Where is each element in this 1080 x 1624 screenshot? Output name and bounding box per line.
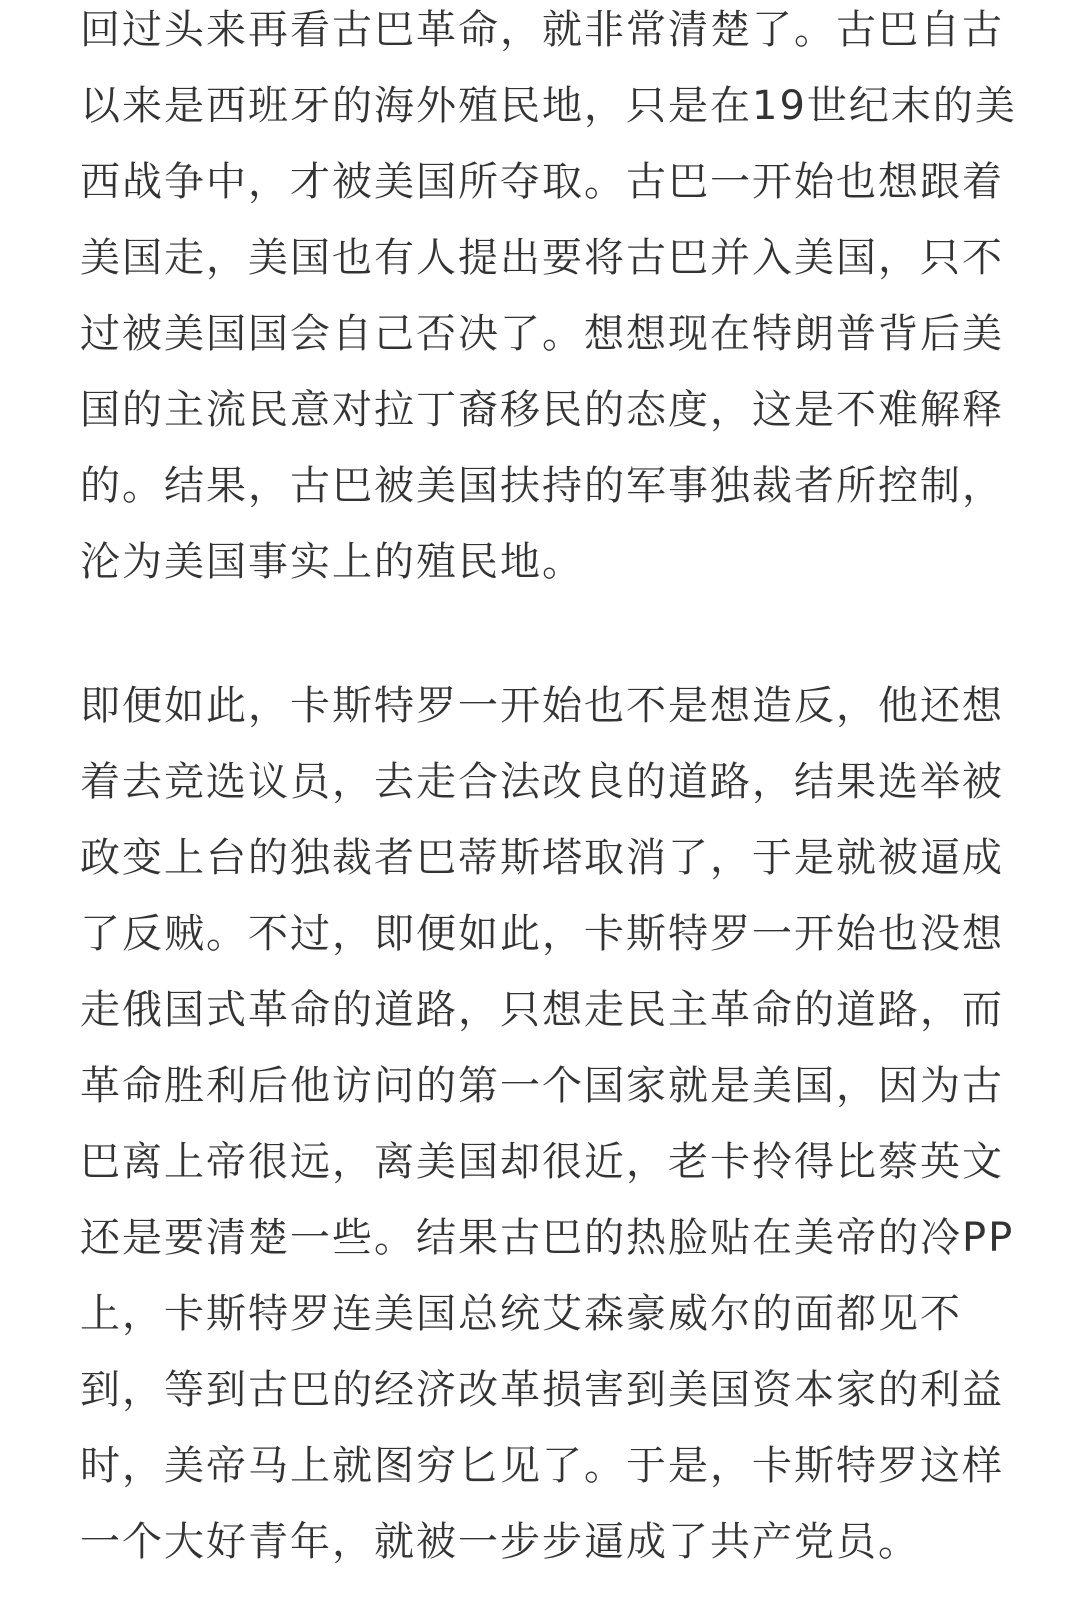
paragraph-1 <box>80 0 1017 600</box>
text-line: 以来是西班牙的海外殖民地，只是在19世纪末的美 <box>80 83 1017 129</box>
text-line: 美国走，美国也有人提出要将古巴并入美国，只不 <box>80 235 1004 281</box>
text-line: 一个大好青年，就被一步步逼成了共产党员。 <box>80 1519 920 1565</box>
paragraph-2 <box>80 668 1015 1580</box>
text-line: 政变上台的独裁者巴蒂斯塔取消了，于是就被逼成 <box>80 835 1004 881</box>
text-line: 走俄国式革命的道路，只想走民主革命的道路，而 <box>80 987 1004 1033</box>
text-line: 到，等到古巴的经济改革损害到美国资本家的利益 <box>80 1367 1004 1413</box>
text-line: 回过头来再看古巴革命，就非常清楚了。古巴自古 <box>80 7 1004 53</box>
text-line: 上，卡斯特罗连美国总统艾森豪威尔的面都见不 <box>80 1291 962 1337</box>
text-line: 着去竞选议员，去走合法改良的道路，结果选举被 <box>80 759 1004 805</box>
text-line: 革命胜利后他访问的第一个国家就是美国，因为古 <box>80 1063 1004 1109</box>
text-line: 还是要清楚一些。结果古巴的热脸贴在美帝的冷PP <box>80 1215 1015 1261</box>
text-line: 巴离上帝很远，离美国却很近，老卡拎得比蔡英文 <box>80 1139 1004 1185</box>
text-line: 国的主流民意对拉丁裔移民的态度，这是不难解释 <box>80 387 1004 433</box>
text-line: 即便如此，卡斯特罗一开始也不是想造反，他还想 <box>80 683 1004 729</box>
text-line: 过被美国国会自己否决了。想想现在特朗普背后美 <box>80 311 1004 357</box>
text-line: 的。结果，古巴被美国扶持的军事独裁者所控制， <box>80 463 1004 509</box>
text-line: 了反贼。不过，即便如此，卡斯特罗一开始也没想 <box>80 911 1004 957</box>
text-line: 时，美帝马上就图穷匕见了。于是，卡斯特罗这样 <box>80 1443 1004 1489</box>
text-line: 沦为美国事实上的殖民地。 <box>80 539 584 585</box>
text-line: 西战争中，才被美国所夺取。古巴一开始也想跟着 <box>80 159 1004 205</box>
